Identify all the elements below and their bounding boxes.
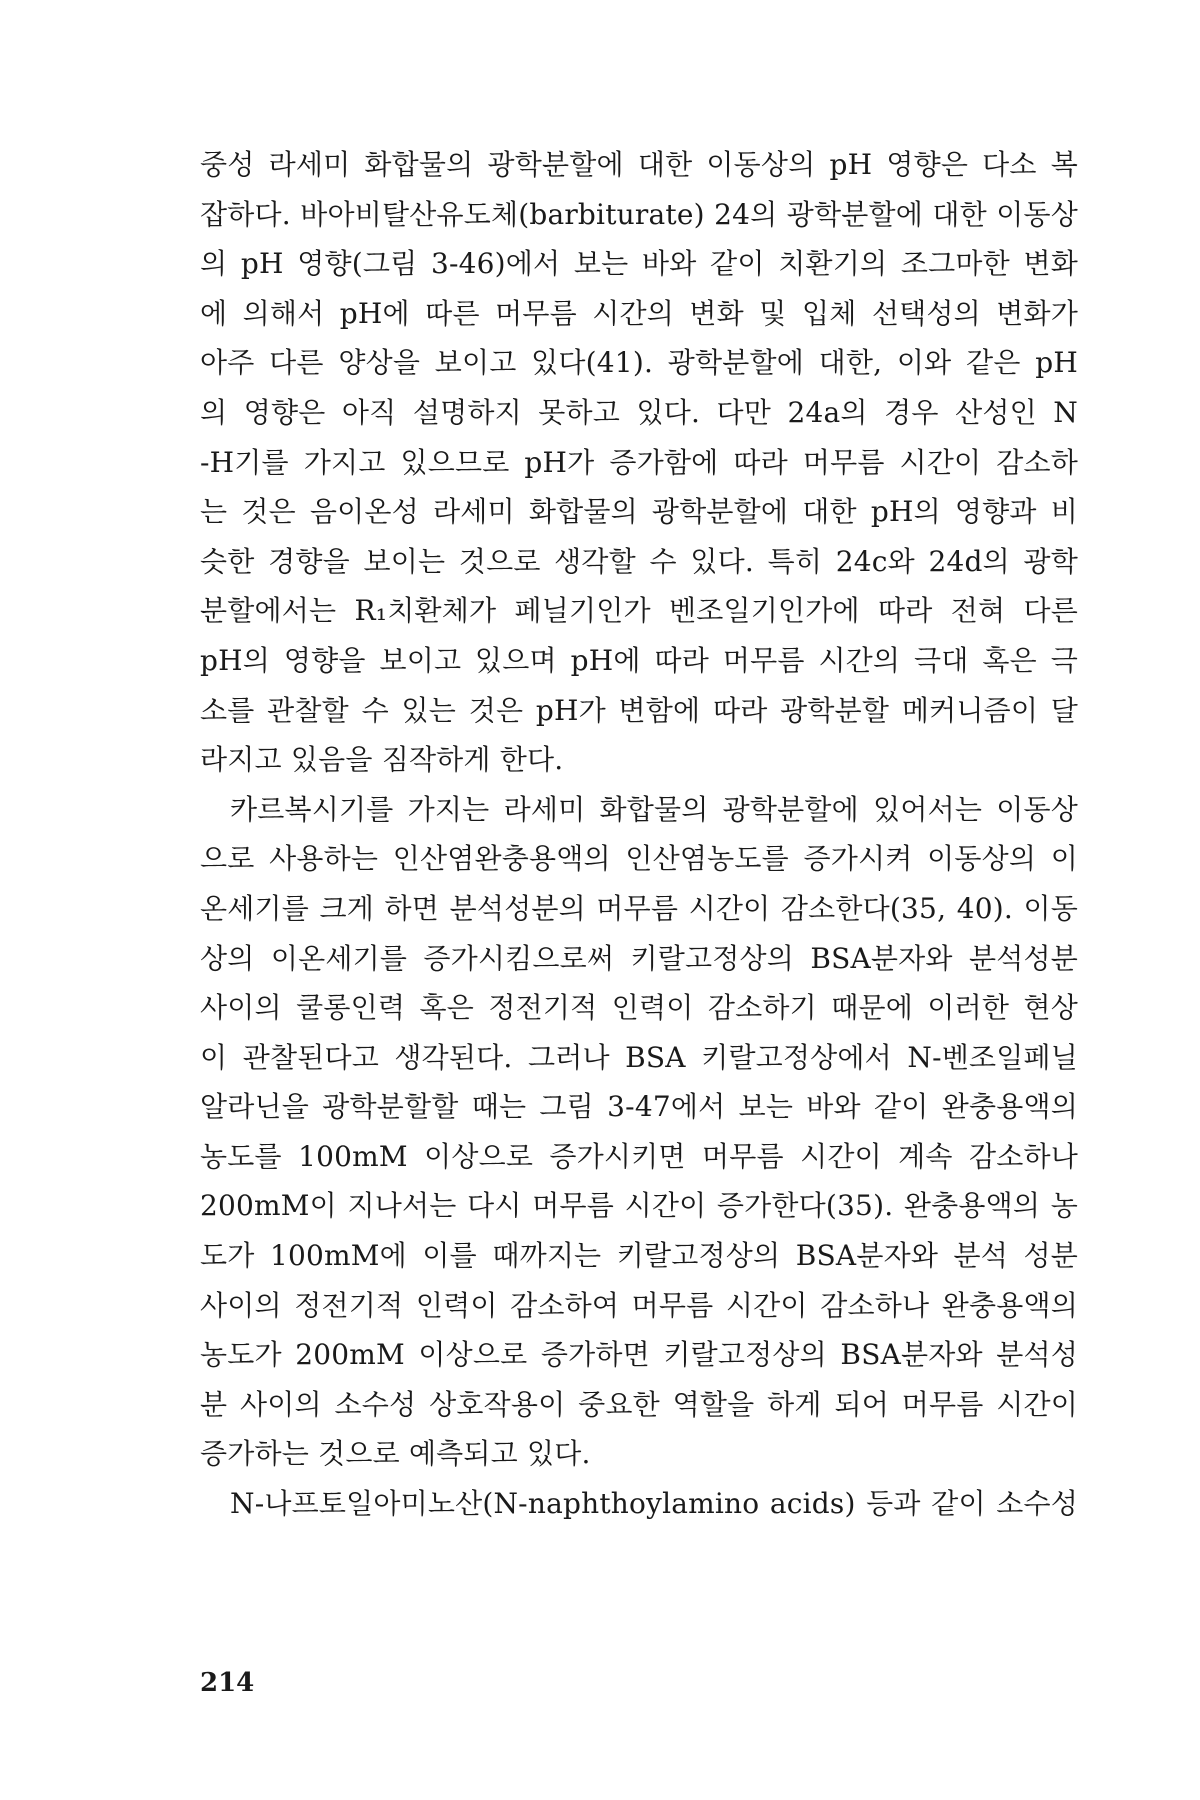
text-line: 사이의 쿨롱인력 혹은 정전기적 인력이 감소하기 때문에 이러한 현상 [200, 991, 1078, 1025]
paragraph-1 [200, 140, 1078, 785]
text-line: 의 영향은 아직 설명하지 못하고 있다. 다만 24a의 경우 산성인 N [200, 395, 1078, 429]
body-text [200, 140, 1078, 1529]
text-line: 분 사이의 소수성 상호작용이 중요한 역할을 하게 되어 머무름 시간이 [200, 1387, 1078, 1421]
text-line: 200mM이 지나서는 다시 머무름 시간이 증가한다(35). 완충용액의 농 [200, 1189, 1078, 1223]
text-line: 알라닌을 광학분할할 때는 그림 3-47에서 보는 바와 같이 완충용액의 [200, 1090, 1078, 1124]
text-line: 농도가 200mM 이상으로 증가하면 키랄고정상의 BSA분자와 분석성 [200, 1338, 1078, 1372]
text-line: 소를 관찰할 수 있는 것은 pH가 변함에 따라 광학분할 메커니즘이 달 [200, 693, 1078, 727]
text-line: 으로 사용하는 인산염완충용액의 인산염농도를 증가시켜 이동상의 이 [200, 842, 1078, 876]
page-number: 214 [200, 1668, 255, 1698]
text-line: 농도를 100mM 이상으로 증가시키면 머무름 시간이 계속 감소하나 [200, 1139, 1078, 1173]
text-line: 는 것은 음이온성 라세미 화합물의 광학분할에 대한 pH의 영향과 비 [200, 495, 1078, 529]
text-line: 슷한 경향을 보이는 것으로 생각할 수 있다. 특히 24c와 24d의 광학 [200, 544, 1078, 578]
text-line: 사이의 정전기적 인력이 감소하여 머무름 시간이 감소하나 완충용액의 [200, 1288, 1078, 1322]
text-line: 상의 이온세기를 증가시킴으로써 키랄고정상의 BSA분자와 분석성분 [200, 941, 1078, 975]
text-line: pH의 영향을 보이고 있으며 pH에 따라 머무름 시간의 극대 혹은 극 [200, 643, 1078, 677]
paragraph-3 [200, 1479, 1078, 1529]
text-line: 라지고 있음을 짐작하게 한다. [200, 743, 564, 777]
text-line: 증가하는 것으로 예측되고 있다. [200, 1437, 591, 1471]
text-line: 중성 라세미 화합물의 광학분할에 대한 이동상의 pH 영향은 다소 복 [200, 148, 1078, 181]
text-line: 아주 다른 양상을 보이고 있다(41). 광학분할에 대한, 이와 같은 pH [200, 346, 1078, 380]
text-line: 잡하다. 바아비탈산유도체(barbiturate) 24의 광학분할에 대한 이동상 [200, 197, 1078, 231]
text-line: 에 의해서 pH에 따른 머무름 시간의 변화 및 입체 선택성의 변화가 [200, 296, 1078, 330]
text-line: N-나프토일아미노산(N-naphthoylamino acids) 등과 같이 소수성 [230, 1487, 1078, 1521]
text-line: 도가 100mM에 이를 때까지는 키랄고정상의 BSA분자와 분석 성분 [200, 1239, 1078, 1273]
text-line: 분할에서는 R₁치환체가 페닐기인가 벤조일기인가에 따라 전혀 다른 [200, 594, 1078, 628]
text-line: 온세기를 크게 하면 분석성분의 머무름 시간이 감소한다(35, 40). 이동 [200, 891, 1078, 925]
text-line: 의 pH 영향(그림 3-46)에서 보는 바와 같이 치환기의 조그마한 변화 [200, 247, 1078, 281]
text-line: 이 관찰된다고 생각된다. 그러나 BSA 키랄고정상에서 N-벤조일페닐 [200, 1040, 1078, 1074]
paragraph-2 [200, 785, 1078, 1479]
text-line: -H기를 가지고 있으므로 pH가 증가함에 따라 머무름 시간이 감소하 [200, 445, 1078, 479]
text-line: 카르복시기를 가지는 라세미 화합물의 광학분할에 있어서는 이동상 [230, 792, 1078, 826]
